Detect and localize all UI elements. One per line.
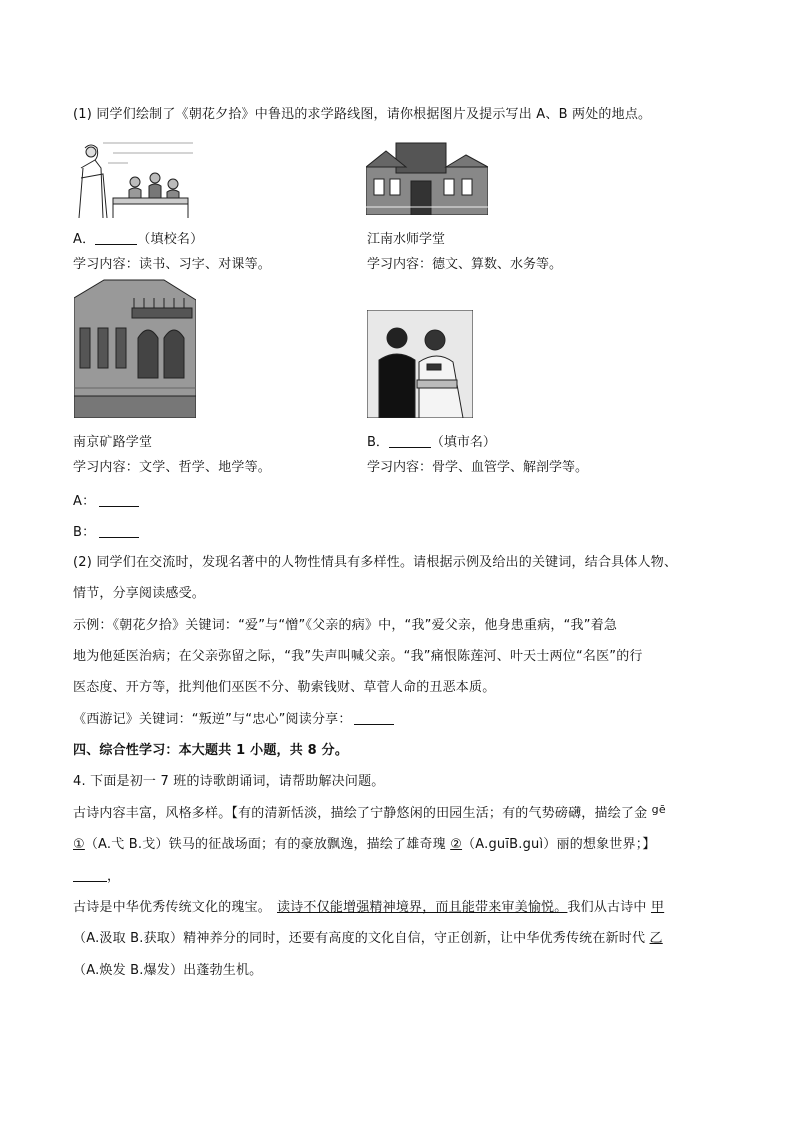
- q2-prompt-line-1: (2) 同学们在交流时，发现名著中的人物性情具有多样性。请根据示例及给出的关键词，结合具体人物、: [73, 555, 678, 570]
- item-mining-label: 南京矿路学堂: [73, 435, 153, 450]
- q2-prompt-line-2: 情节，分享阅读感受。: [73, 586, 206, 601]
- item-naval-content: 学习内容：德文、算数、水务等。: [367, 257, 563, 272]
- item-a-label: [73, 228, 203, 247]
- mining-school-building-image: [74, 278, 196, 418]
- item-a-suffix: （填校名）: [137, 232, 204, 247]
- q2-example-line-1: 示例：《朝花夕拾》关键词：“爱”与“憎”《父亲的病》中，“我”爱父亲，他身患重病，“我”着急: [73, 618, 618, 633]
- q4-intro: 4. 下面是初一 7 班的诗歌朗诵词，请帮助解决问题。: [73, 774, 385, 789]
- item-a-prefix: A．: [73, 232, 96, 247]
- p2-line-2-text: （A.汲取 B.获取）精神养分的同时，还要有高度的文化自信，守正创新，让中华优秀传统在新时代: [73, 931, 650, 946]
- answer-b-field[interactable]: [99, 523, 139, 538]
- q2-example-line-3: 医态度、开方等，批判他们巫医不分、勒索钱财、草菅人命的丑恶本质。: [73, 680, 496, 695]
- section-4-heading-pre: 四、综合性学习：本大题共: [73, 743, 237, 758]
- item-b-prefix: B．: [367, 435, 389, 450]
- item-b-label: [367, 431, 496, 450]
- answer-b-label: B：: [73, 525, 96, 540]
- item-a-content: 学习内容：读书、习字、对课等。: [73, 257, 272, 272]
- answer-blank-b[interactable]: [389, 433, 431, 448]
- naval-academy-building-image: [366, 137, 488, 215]
- p1-line-2: [73, 833, 656, 852]
- p1-line-2-text-a: （A.弋 B.戈）铁马的征战场面；有的豪放飘逸，描绘了雄奇瑰: [84, 837, 451, 852]
- q2-task: [73, 708, 394, 727]
- p1-line-3: [73, 865, 120, 884]
- item-b-suffix: （填市名）: [430, 435, 496, 450]
- teacher-student-photo-image: [367, 310, 473, 418]
- p1-line-1-text: 古诗内容丰富，风格多样。【有的清新恬淡，描绘了宁静悠闲的田园生活；有的气势磅礴，描绘了金: [73, 806, 652, 821]
- p2-line-2: [73, 927, 663, 946]
- p2-line-3: （A.焕发 B.爆发）出蓬勃生机。: [73, 963, 263, 978]
- section-4-heading-post: 分。: [316, 743, 349, 758]
- section-4-heading-mid: 小题，共: [245, 743, 308, 758]
- p2-line-1: [73, 896, 664, 915]
- section-4-points: 8: [307, 743, 317, 758]
- p1-line-2-text-b: （A.guīB.guì）丽的想象世界；】: [462, 837, 656, 852]
- section-4-question-count: 1: [236, 743, 246, 758]
- p1-line-3-text: ，: [107, 869, 121, 884]
- p1-fill-blank[interactable]: [73, 867, 107, 882]
- blank-mark-jia: 甲: [650, 900, 665, 915]
- q2-answer-field[interactable]: [354, 710, 394, 725]
- p2-line-1-text-a: 古诗是中华优秀传统文化的瑰宝。: [73, 900, 272, 915]
- section-4-heading: [73, 739, 348, 758]
- q1-prompt: (1) 同学们绘制了《朝花夕拾》中鲁迅的求学路线图，请你根据图片及提示写出 A、B 两处的地点。: [73, 107, 652, 122]
- p2-line-1-text-b: 我们从古诗中: [567, 900, 651, 915]
- blank-mark-2: ②: [450, 837, 463, 852]
- classroom-sketch-image: [73, 138, 193, 218]
- p1-line-1: [73, 802, 666, 821]
- pinyin-ge: gē: [651, 803, 666, 816]
- blank-mark-yi: 乙: [649, 931, 663, 946]
- answer-line-a: [73, 490, 139, 509]
- q2-example-line-2: 地为他延医治病；在父亲弥留之际，“我”失声叫喊父亲。“我”痛恨陈莲河、叶天士两位“名医”的行: [73, 649, 643, 664]
- blank-mark-1: ①: [73, 837, 85, 852]
- item-mining-content: 学习内容：文学、哲学、地学等。: [73, 460, 272, 475]
- answer-blank-a[interactable]: [95, 230, 137, 245]
- answer-line-b: [73, 521, 139, 540]
- p2-underlined-sentence: 读诗不仅能增强精神境界，而且能带来审美愉悦。: [277, 900, 568, 915]
- q2-task-text: 《西游记》关键词：“叛逆”与“忠心”阅读分享：: [73, 712, 352, 727]
- item-b-content: 学习内容：骨学、血管学、解剖学等。: [367, 460, 589, 475]
- item-naval-label: 江南水师学堂: [367, 232, 446, 247]
- answer-a-field[interactable]: [99, 492, 139, 507]
- answer-a-label: A：: [73, 494, 96, 509]
